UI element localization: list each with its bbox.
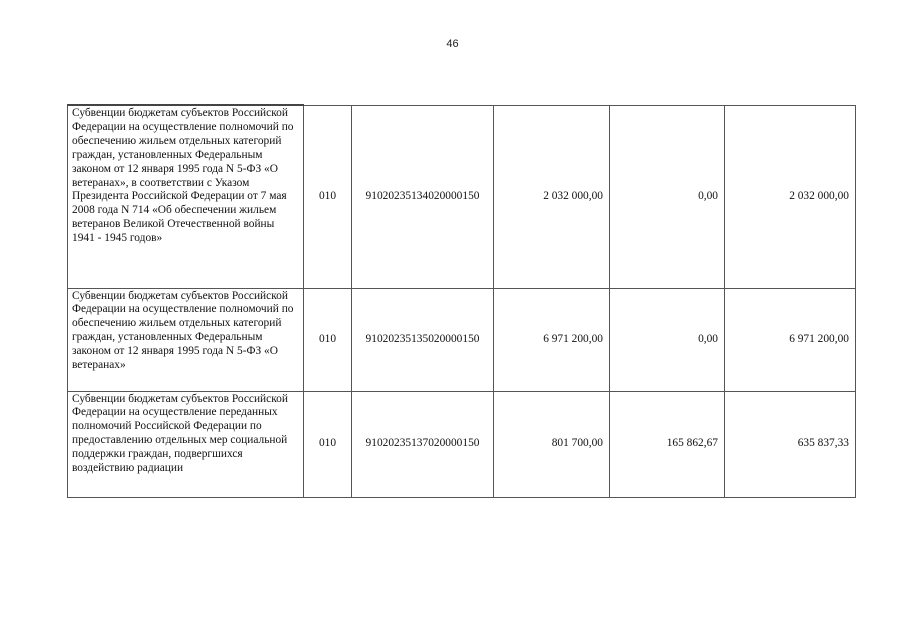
page-number: 46 (446, 38, 459, 50)
row-executed-amount: 0,00 (610, 105, 725, 288)
row-kbk-code: 91020235135020000150 (352, 288, 494, 391)
row-kbk-code: 91020235134020000150 (352, 105, 494, 288)
row-remaining-amount: 2 032 000,00 (725, 105, 856, 288)
budget-table (67, 104, 856, 498)
row-admin-code: 010 (304, 105, 352, 288)
row-remaining-amount: 6 971 200,00 (725, 288, 856, 391)
table-row (68, 391, 856, 497)
table-row (68, 105, 856, 288)
row-kbk-code: 91020235137020000150 (352, 391, 494, 497)
row-executed-amount: 165 862,67 (610, 391, 725, 497)
row-admin-code: 010 (304, 391, 352, 497)
row-planned-amount: 6 971 200,00 (494, 288, 610, 391)
row-executed-amount: 0,00 (610, 288, 725, 391)
row-remaining-amount: 635 837,33 (725, 391, 856, 497)
table-row (68, 288, 856, 391)
row-description: Субвенции бюджетам субъектов Российской Федерации на осуществление переданных полномочий Российской Федерации по предоставлению отдельных мер социальной поддержки граждан, подвергшихся воздействию радиации (68, 391, 304, 497)
row-admin-code: 010 (304, 288, 352, 391)
row-planned-amount: 2 032 000,00 (494, 105, 610, 288)
row-description: Субвенции бюджетам субъектов Российской Федерации на осуществление полномочий по обеспечению жильем отдельных категорий граждан, установленных Федеральным законом от 12 января 1995 года N 5-ФЗ «О ветеранах» (68, 288, 304, 391)
row-description: Субвенции бюджетам субъектов Российской Федерации на осуществление полномочий по обеспечению жильем отдельных категорий граждан, установленных Федеральным законом от 12 января 1995 года N 5-ФЗ «О ветеранах», в соответствии с Указом Президента Российской Федерации от 7 мая 2008 года N 714 «Об обеспечении жильем ветеранов Великой Отечественной войны 1941 - 1945 годов» (68, 105, 304, 288)
row-planned-amount: 801 700,00 (494, 391, 610, 497)
